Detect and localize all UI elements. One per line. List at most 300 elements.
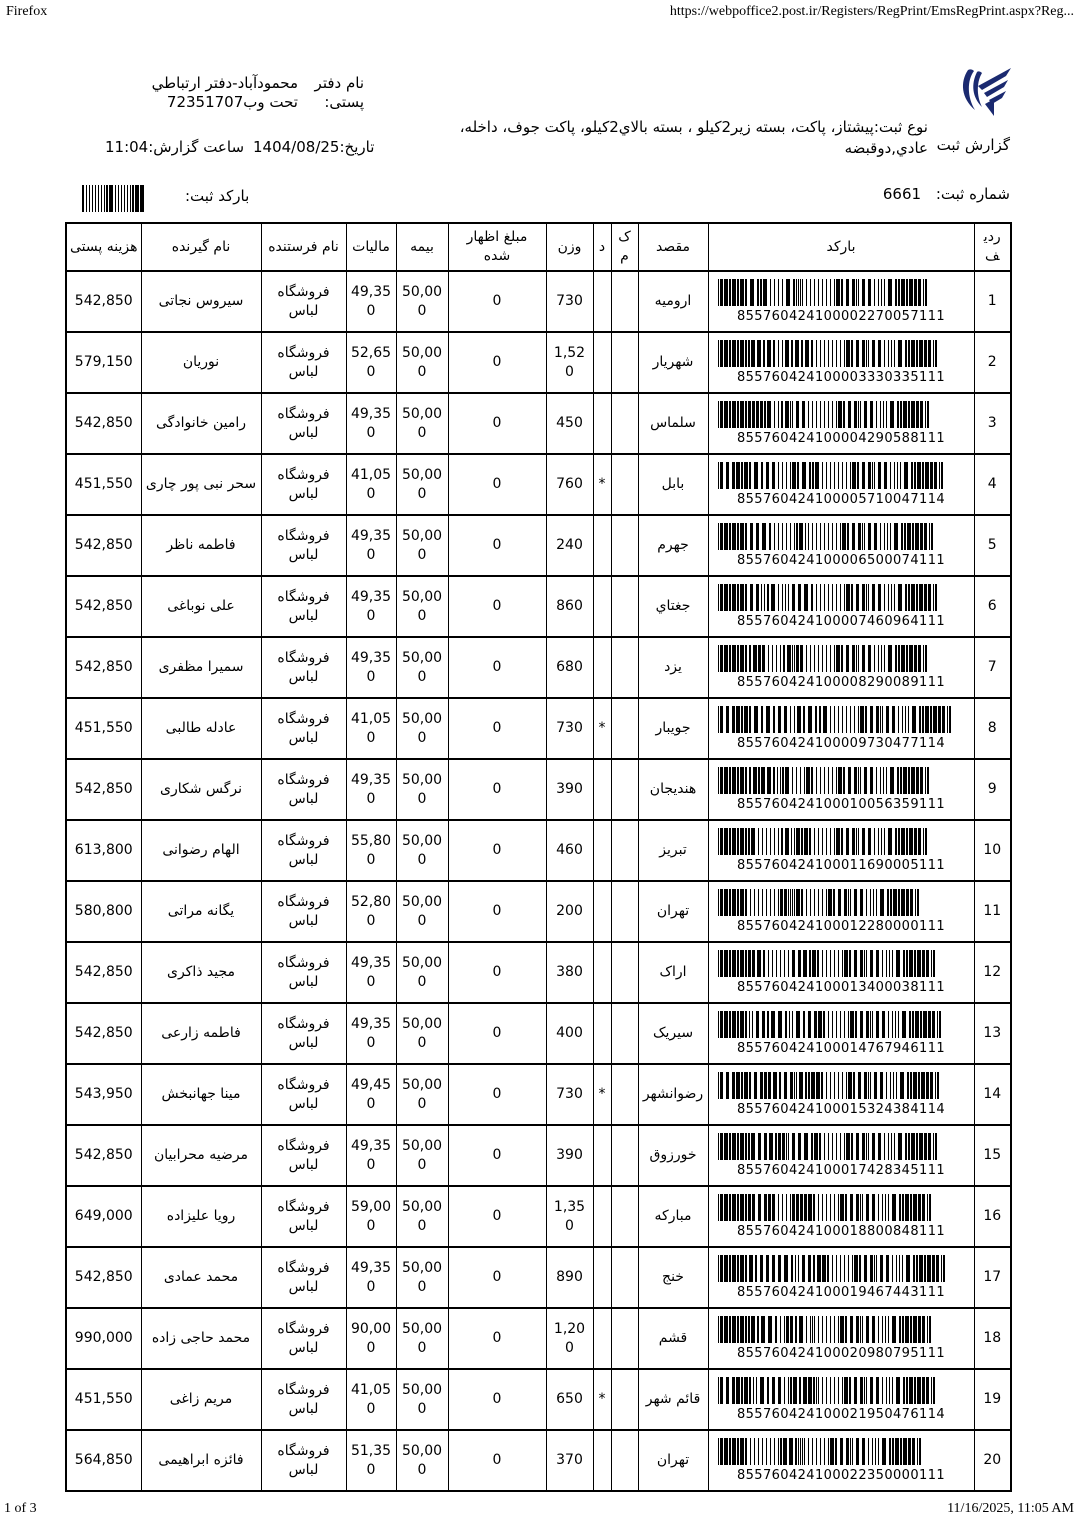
barcode-image <box>718 767 965 794</box>
shipments-table <box>65 222 1012 1492</box>
cell-weight: 390 <box>546 759 593 820</box>
cell-insurance: 50,000 <box>396 515 448 576</box>
cell-receiver-name: علی نوباغی <box>141 576 261 637</box>
cell-postal-cost: 543,950 <box>66 1064 141 1125</box>
cell-weight: 380 <box>546 942 593 1003</box>
register-barcode-image <box>81 185 144 212</box>
cell-km <box>611 1247 638 1308</box>
cell-d <box>593 1003 611 1064</box>
cell-sender-name: فروشگاه لباس <box>261 1247 346 1308</box>
cell-tax: 59,000 <box>346 1186 396 1247</box>
cell-postal-cost: 542,850 <box>66 759 141 820</box>
cell-tax: 49,350 <box>346 637 396 698</box>
cell-sender-name: فروشگاه لباس <box>261 1064 346 1125</box>
barcode-image <box>718 279 965 306</box>
cell-row-number: 19 <box>974 1369 1011 1430</box>
cell-d <box>593 515 611 576</box>
cell-row-number: 4 <box>974 454 1011 515</box>
cell-sender-name: فروشگاه لباس <box>261 515 346 576</box>
cell-postal-cost: 451,550 <box>66 698 141 759</box>
cell-km <box>611 1064 638 1125</box>
barcode-number: 855760424100014767946111 <box>736 1040 946 1056</box>
col-header-barcode: بارکد <box>708 223 974 271</box>
cell-sender-name: فروشگاه لباس <box>261 1369 346 1430</box>
cell-destination: یزد <box>638 637 708 698</box>
cell-destination: سیریک <box>638 1003 708 1064</box>
cell-declared-amount: 0 <box>448 1064 546 1125</box>
cell-barcode <box>708 1430 974 1491</box>
cell-postal-cost: 990,000 <box>66 1308 141 1369</box>
cell-km <box>611 1430 638 1491</box>
register-number <box>883 185 1010 203</box>
cell-row-number: 13 <box>974 1003 1011 1064</box>
cell-insurance: 50,000 <box>396 759 448 820</box>
cell-declared-amount: 0 <box>448 942 546 1003</box>
cell-postal-cost: 542,850 <box>66 1125 141 1186</box>
registration-type <box>408 117 928 159</box>
barcode-image <box>718 1316 965 1343</box>
cell-km <box>611 1125 638 1186</box>
cell-declared-amount: 0 <box>448 637 546 698</box>
barcode-number: 855760424100012280000111 <box>736 918 946 934</box>
table-row <box>66 1186 1011 1247</box>
cell-destination: بابل <box>638 454 708 515</box>
table-row <box>66 1003 1011 1064</box>
barcode-number: 855760424100009730477114 <box>736 735 946 751</box>
cell-declared-amount: 0 <box>448 515 546 576</box>
cell-destination: هندیجان <box>638 759 708 820</box>
cell-insurance: 50,000 <box>396 881 448 942</box>
cell-d: * <box>593 1369 611 1430</box>
table-row <box>66 1430 1011 1491</box>
barcode-image <box>718 1194 965 1221</box>
cell-declared-amount: 0 <box>448 1308 546 1369</box>
cell-sender-name: فروشگاه لباس <box>261 820 346 881</box>
cell-km <box>611 1308 638 1369</box>
cell-sender-name: فروشگاه لباس <box>261 393 346 454</box>
cell-sender-name: فروشگاه لباس <box>261 1430 346 1491</box>
cell-km <box>611 881 638 942</box>
cell-barcode <box>708 1064 974 1125</box>
cell-sender-name: فروشگاه لباس <box>261 1003 346 1064</box>
col-header-postal-cost: هزینه پستی <box>66 223 141 271</box>
cell-destination: جویبار <box>638 698 708 759</box>
barcode-number: 855760424100005710047114 <box>736 491 946 507</box>
cell-receiver-name: سیروس نجاتی <box>141 271 261 332</box>
cell-declared-amount: 0 <box>448 1003 546 1064</box>
cell-declared-amount: 0 <box>448 271 546 332</box>
cell-weight: 680 <box>546 637 593 698</box>
cell-tax: 55,800 <box>346 820 396 881</box>
col-header-d: د <box>593 223 611 271</box>
cell-weight: 370 <box>546 1430 593 1491</box>
cell-receiver-name: مینا جهانبخش <box>141 1064 261 1125</box>
cell-row-number: 6 <box>974 576 1011 637</box>
cell-tax: 49,350 <box>346 271 396 332</box>
cell-sender-name: فروشگاه لباس <box>261 576 346 637</box>
cell-declared-amount: 0 <box>448 881 546 942</box>
cell-tax: 90,000 <box>346 1308 396 1369</box>
barcode-number: 855760424100008290089111 <box>736 674 946 690</box>
cell-declared-amount: 0 <box>448 332 546 393</box>
cell-insurance: 50,000 <box>396 1003 448 1064</box>
cell-postal-cost: 579,150 <box>66 332 141 393</box>
table-row <box>66 515 1011 576</box>
table-row <box>66 942 1011 1003</box>
cell-barcode <box>708 942 974 1003</box>
cell-km <box>611 759 638 820</box>
cell-destination: قائم شهر <box>638 1369 708 1430</box>
browser-app-name: Firefox <box>6 4 48 19</box>
cell-declared-amount: 0 <box>448 393 546 454</box>
cell-tax: 49,350 <box>346 1247 396 1308</box>
table-row <box>66 1247 1011 1308</box>
barcode-image <box>718 1438 965 1465</box>
cell-tax: 49,350 <box>346 1125 396 1186</box>
cell-row-number: 10 <box>974 820 1011 881</box>
cell-insurance: 50,000 <box>396 698 448 759</box>
barcode-number: 855760424100007460964111 <box>736 613 946 629</box>
cell-declared-amount: 0 <box>448 1247 546 1308</box>
cell-barcode <box>708 1369 974 1430</box>
cell-tax: 49,350 <box>346 1003 396 1064</box>
cell-insurance: 50,000 <box>396 1186 448 1247</box>
cell-row-number: 15 <box>974 1125 1011 1186</box>
col-header-receiver-name: نام گیرنده <box>141 223 261 271</box>
table-row <box>66 820 1011 881</box>
cell-d: * <box>593 454 611 515</box>
cell-tax: 41,050 <box>346 698 396 759</box>
cell-receiver-name: مرضیه محرابیان <box>141 1125 261 1186</box>
table-row <box>66 576 1011 637</box>
cell-row-number: 1 <box>974 271 1011 332</box>
cell-row-number: 12 <box>974 942 1011 1003</box>
cell-receiver-name: رامین خانوادگی <box>141 393 261 454</box>
cell-row-number: 7 <box>974 637 1011 698</box>
barcode-number: 855760424100002270057111 <box>736 308 946 324</box>
cell-row-number: 11 <box>974 881 1011 942</box>
cell-sender-name: فروشگاه لباس <box>261 637 346 698</box>
cell-receiver-name: سمیرا مظفری <box>141 637 261 698</box>
cell-declared-amount: 0 <box>448 759 546 820</box>
cell-postal-cost: 542,850 <box>66 1247 141 1308</box>
cell-barcode <box>708 1125 974 1186</box>
cell-weight: 760 <box>546 454 593 515</box>
barcode-image <box>718 828 965 855</box>
cell-receiver-name: یگانه مراتی <box>141 881 261 942</box>
cell-receiver-name: محمد حاجی زاده <box>141 1308 261 1369</box>
cell-postal-cost: 542,850 <box>66 393 141 454</box>
cell-d <box>593 332 611 393</box>
cell-tax: 49,350 <box>346 393 396 454</box>
table-header-row <box>66 223 1011 271</box>
cell-destination: اراک <box>638 942 708 1003</box>
cell-d <box>593 1308 611 1369</box>
cell-sender-name: فروشگاه لباس <box>261 454 346 515</box>
cell-postal-cost: 542,850 <box>66 1003 141 1064</box>
cell-receiver-name: فاطمه ناظر <box>141 515 261 576</box>
cell-sender-name: فروشگاه لباس <box>261 698 346 759</box>
cell-declared-amount: 0 <box>448 698 546 759</box>
cell-km <box>611 576 638 637</box>
table-row <box>66 1308 1011 1369</box>
cell-tax: 49,350 <box>346 942 396 1003</box>
cell-postal-cost: 580,800 <box>66 881 141 942</box>
cell-d: * <box>593 698 611 759</box>
cell-receiver-name: مجید ذاکری <box>141 942 261 1003</box>
cell-weight: 1,520 <box>546 332 593 393</box>
cell-insurance: 50,000 <box>396 1064 448 1125</box>
cell-barcode <box>708 515 974 576</box>
cell-postal-cost: 613,800 <box>66 820 141 881</box>
report-title: گزارش ثبت <box>936 136 1010 154</box>
cell-sender-name: فروشگاه لباس <box>261 271 346 332</box>
cell-tax: 49,350 <box>346 576 396 637</box>
cell-barcode <box>708 576 974 637</box>
table-row <box>66 1369 1011 1430</box>
cell-barcode <box>708 1003 974 1064</box>
table-row <box>66 637 1011 698</box>
cell-d <box>593 820 611 881</box>
cell-destination: رضوانشهر <box>638 1064 708 1125</box>
cell-row-number: 14 <box>974 1064 1011 1125</box>
cell-destination: تهران <box>638 1430 708 1491</box>
cell-receiver-name: الهام رضوانی <box>141 820 261 881</box>
cell-insurance: 50,000 <box>396 942 448 1003</box>
cell-sender-name: فروشگاه لباس <box>261 1125 346 1186</box>
page-url: https://webpoffice2.post.ir/Registers/RegPrint/EmsRegPrint.aspx?Reg... <box>669 4 1074 19</box>
cell-receiver-name: فائزه ابراهیمی <box>141 1430 261 1491</box>
cell-row-number: 18 <box>974 1308 1011 1369</box>
barcode-image <box>718 950 965 977</box>
cell-insurance: 50,000 <box>396 1125 448 1186</box>
cell-km <box>611 515 638 576</box>
cell-insurance: 50,000 <box>396 820 448 881</box>
register-number-value: 6661 <box>882 185 922 203</box>
table-row <box>66 1125 1011 1186</box>
cell-tax: 49,350 <box>346 759 396 820</box>
cell-postal-cost: 542,850 <box>66 271 141 332</box>
cell-tax: 52,800 <box>346 881 396 942</box>
col-header-destination: مقصد <box>638 223 708 271</box>
cell-weight: 460 <box>546 820 593 881</box>
col-header-declared-amount: مبلغ اظهار شده <box>448 223 546 271</box>
cell-barcode <box>708 1247 974 1308</box>
barcode-image <box>718 584 965 611</box>
cell-barcode <box>708 454 974 515</box>
barcode-image <box>718 1377 965 1404</box>
col-header-km: ک م <box>611 223 638 271</box>
cell-insurance: 50,000 <box>396 1308 448 1369</box>
cell-row-number: 8 <box>974 698 1011 759</box>
barcode-image <box>718 1011 965 1038</box>
barcode-number: 855760424100006500074111 <box>736 552 946 568</box>
table-row <box>66 271 1011 332</box>
registration-type-line1: نوع ثبت:پیشتاز، پاکت، بسته زیر2کیلو ، بسته بالاي2کیلو، پاکت جوف، داخله، <box>459 118 928 136</box>
table-row <box>66 759 1011 820</box>
cell-postal-cost: 542,850 <box>66 515 141 576</box>
cell-insurance: 50,000 <box>396 1369 448 1430</box>
table-row <box>66 393 1011 454</box>
cell-barcode <box>708 759 974 820</box>
cell-km <box>611 1369 638 1430</box>
cell-weight: 730 <box>546 698 593 759</box>
cell-km <box>611 1186 638 1247</box>
cell-declared-amount: 0 <box>448 820 546 881</box>
cell-postal-cost: 564,850 <box>66 1430 141 1491</box>
report-time: ساعت گزارش:11:04 <box>105 138 245 156</box>
cell-d <box>593 393 611 454</box>
table-row <box>66 881 1011 942</box>
barcode-number: 855760424100018800848111 <box>736 1223 946 1239</box>
cell-row-number: 5 <box>974 515 1011 576</box>
col-header-row-number: ردیف <box>974 223 1011 271</box>
barcode-image <box>718 401 965 428</box>
cell-declared-amount: 0 <box>448 1186 546 1247</box>
barcode-number: 855760424100013400038111 <box>736 979 946 995</box>
cell-row-number: 3 <box>974 393 1011 454</box>
cell-barcode <box>708 393 974 454</box>
cell-d <box>593 637 611 698</box>
office-name-label: نام دفتر پستی: <box>314 74 364 111</box>
register-number-label: شماره ثبت: <box>935 185 1010 203</box>
barcode-number: 855760424100017428345111 <box>736 1162 946 1178</box>
cell-weight: 730 <box>546 1064 593 1125</box>
cell-postal-cost: 451,550 <box>66 454 141 515</box>
cell-tax: 49,450 <box>346 1064 396 1125</box>
cell-insurance: 50,000 <box>396 576 448 637</box>
cell-insurance: 50,000 <box>396 454 448 515</box>
cell-destination: ارومیه <box>638 271 708 332</box>
cell-d <box>593 881 611 942</box>
cell-km <box>611 1003 638 1064</box>
barcode-image <box>718 1255 965 1282</box>
page-number: 1 of 3 <box>4 1501 37 1516</box>
cell-weight: 390 <box>546 1125 593 1186</box>
cell-postal-cost: 542,850 <box>66 637 141 698</box>
cell-weight: 450 <box>546 393 593 454</box>
barcode-number: 855760424100021950476114 <box>736 1406 946 1422</box>
cell-tax: 49,350 <box>346 515 396 576</box>
cell-weight: 1,350 <box>546 1186 593 1247</box>
cell-weight: 1,200 <box>546 1308 593 1369</box>
cell-receiver-name: عادله طالبی <box>141 698 261 759</box>
col-header-insurance: بیمه <box>396 223 448 271</box>
cell-km <box>611 393 638 454</box>
barcode-image <box>718 340 965 367</box>
cell-km <box>611 454 638 515</box>
registration-type-line2: عادي,دوقبضه <box>844 139 928 157</box>
cell-destination: تهران <box>638 881 708 942</box>
cell-tax: 52,650 <box>346 332 396 393</box>
barcode-number: 855760424100020980795111 <box>736 1345 946 1361</box>
cell-d <box>593 1125 611 1186</box>
cell-declared-amount: 0 <box>448 576 546 637</box>
cell-barcode <box>708 820 974 881</box>
cell-d <box>593 1430 611 1491</box>
cell-km <box>611 820 638 881</box>
cell-destination: خنج <box>638 1247 708 1308</box>
cell-declared-amount: 0 <box>448 454 546 515</box>
cell-weight: 400 <box>546 1003 593 1064</box>
barcode-number: 855760424100011690005111 <box>736 857 946 873</box>
cell-tax: 51,350 <box>346 1430 396 1491</box>
barcode-image <box>718 889 965 916</box>
cell-insurance: 50,000 <box>396 393 448 454</box>
cell-insurance: 50,000 <box>396 1430 448 1491</box>
col-header-sender-name: نام فرستنده <box>261 223 346 271</box>
cell-tax: 41,050 <box>346 1369 396 1430</box>
cell-destination: خورزوق <box>638 1125 708 1186</box>
cell-receiver-name: نوریان <box>141 332 261 393</box>
cell-km <box>611 332 638 393</box>
table-row <box>66 1064 1011 1125</box>
cell-barcode <box>708 881 974 942</box>
cell-barcode <box>708 1186 974 1247</box>
barcode-image <box>718 645 965 672</box>
cell-km <box>611 698 638 759</box>
cell-receiver-name: نرگس شکاری <box>141 759 261 820</box>
cell-weight: 650 <box>546 1369 593 1430</box>
cell-destination: جهرم <box>638 515 708 576</box>
cell-km <box>611 942 638 1003</box>
cell-weight: 860 <box>546 576 593 637</box>
register-barcode-label: بارکد ثبت: <box>185 187 250 205</box>
barcode-number: 855760424100022350000111 <box>736 1467 946 1483</box>
barcode-image <box>718 1072 965 1099</box>
cell-sender-name: فروشگاه لباس <box>261 881 346 942</box>
cell-d <box>593 1186 611 1247</box>
cell-barcode <box>708 1308 974 1369</box>
cell-destination: قشم <box>638 1308 708 1369</box>
cell-declared-amount: 0 <box>448 1369 546 1430</box>
barcode-number: 855760424100003330335111 <box>736 369 946 385</box>
barcode-number: 855760424100010056359111 <box>736 796 946 812</box>
table-row <box>66 454 1011 515</box>
cell-weight: 890 <box>546 1247 593 1308</box>
col-header-weight: وزن <box>546 223 593 271</box>
barcode-image <box>718 1133 965 1160</box>
cell-km <box>611 271 638 332</box>
cell-km <box>611 637 638 698</box>
cell-row-number: 2 <box>974 332 1011 393</box>
cell-row-number: 16 <box>974 1186 1011 1247</box>
cell-d <box>593 942 611 1003</box>
cell-tax: 41,050 <box>346 454 396 515</box>
cell-d <box>593 1247 611 1308</box>
cell-postal-cost: 451,550 <box>66 1369 141 1430</box>
cell-sender-name: فروشگاه لباس <box>261 1186 346 1247</box>
cell-row-number: 17 <box>974 1247 1011 1308</box>
table-row <box>66 698 1011 759</box>
cell-receiver-name: رویا علیزاده <box>141 1186 261 1247</box>
cell-destination: سلماس <box>638 393 708 454</box>
report-date: تاریخ:1404/08/25 <box>253 138 375 156</box>
barcode-number: 855760424100019467443111 <box>736 1284 946 1300</box>
cell-barcode <box>708 332 974 393</box>
cell-weight: 730 <box>546 271 593 332</box>
iran-post-logo-icon <box>954 64 1014 122</box>
cell-d <box>593 576 611 637</box>
cell-sender-name: فروشگاه لباس <box>261 1308 346 1369</box>
cell-d <box>593 271 611 332</box>
print-timestamp: 11/16/2025, 11:05 AM <box>947 1501 1074 1516</box>
cell-destination: جغتاي <box>638 576 708 637</box>
cell-postal-cost: 542,850 <box>66 942 141 1003</box>
office-name-value: محمودآباد-دفتر ارتباطي تحت وب72351707 <box>151 74 298 111</box>
cell-destination: مبارکه <box>638 1186 708 1247</box>
cell-row-number: 20 <box>974 1430 1011 1491</box>
